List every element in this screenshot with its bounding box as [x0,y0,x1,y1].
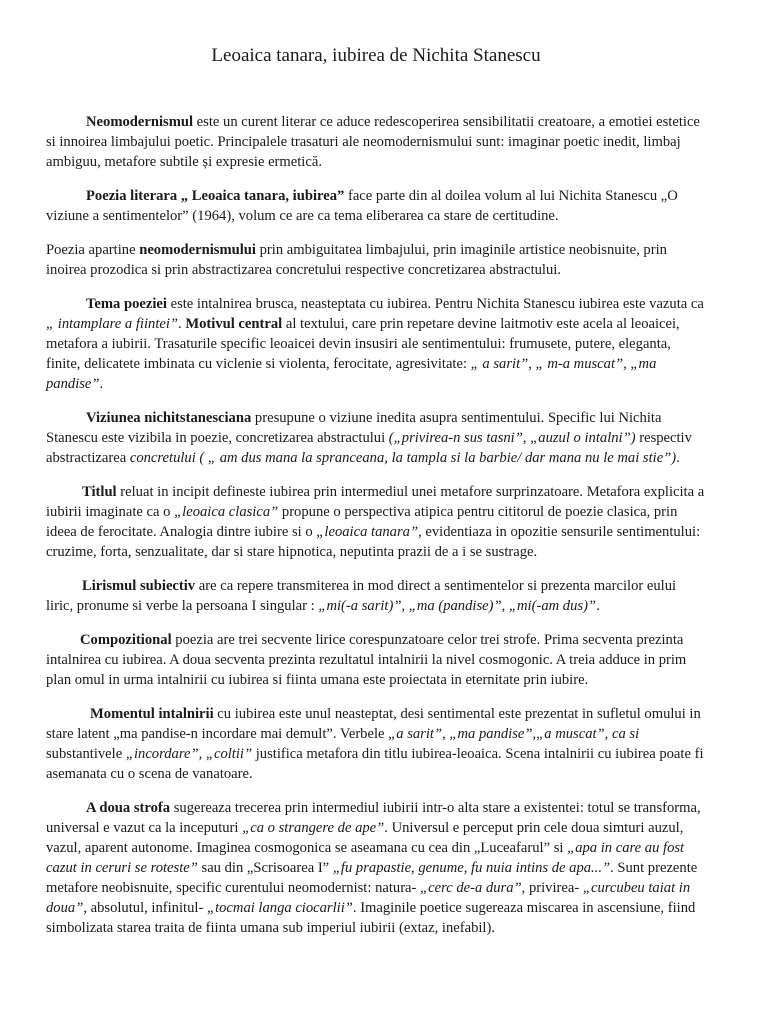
paragraph-theme: Tema poeziei este intalnirea brusca, neasteptata cu iubirea. Pentru Nichita Stanescu iubirea este vazuta ca „ intamplare a fiintei”. Motivul central al textului, care prin repetare devine laitmotiv este acela al leoaicei, metafora a iubirii. Trasaturile specific leoaicei devin insusiri ale sentimentului: frumusete, putere, eleganta, finite, delicatete imbinata cu viclenie si violenta, ferocitate, agresivitate: „ a sarit”, „ m-a muscat”, „ma pandise”. [46,296,704,392]
bold-term: Lirismul subiectiv [82,578,196,594]
italic-quote: „cerc de-a dura” [420,880,522,896]
bold-term: Momentul intalnirii [90,706,214,722]
bold-term: Motivul central [185,316,283,332]
italic-quote: „a sarit”, „ma pandise”,„a muscat”, ca si [388,726,640,742]
italic-quote: „ca o strangere de ape” [242,820,385,836]
paragraph-poem-belongs: Poezia apartine neomodernismului prin ambiguitatea limbajului, prin imaginile artistice neobisnuite, prin inoirea prozodica si prin abstractizarea concretului respective concretizarea abstractului. [46,242,667,278]
italic-quote: „incordare”, „coltii” [125,746,253,762]
italic-quote: „fu prapastie, genume, fu nuia intins de apa...” [332,860,611,876]
paragraph-poem-volume: Poezia literara „ Leoaica tanara, iubirea” face parte din al doilea volum al lui Nichita Stanescu „O viziune a sentimentelor” (1964), volum ce are ca tema eliberarea ca stare de certitudine. [46,188,678,224]
paragraph-second-stanza: A doua strofa sugereaza trecerea prin intermediul iubirii intr-o alta stare a existentei: totul se transforma, universal e vazut ca la inceputuri „ca o strangere de ape”. Universul e perceput prin cele doua simturi auzul, vazul, aparent autonome. Imaginea cosmogonica se aseamana cu cea din „Luceafarul” si „apa in care au fost cazut in ceruri se roteste” sau din „Scrisoarea I” „fu prapastie, genume, fu nuia intins de apa...”. Sunt prezente metafore neobisnuite, specific curentului neomodernist: natura- „cerc de-a dura”, privirea- „curcubeu taiat in doua”, absolutul, infinitul- „tocmai langa ciocarlii”. Imaginile poetice sugereaza miscarea in ascensiune, fiind simbolizata starea traita de fiinta umana sub imperiul iubirii (extaz, inefabil). [46,800,701,936]
paragraph-composition: Compozitional poezia are trei secvente lirice corespunzatoare celor trei strofe. Prima secventa prezinta intalnirea cu iubirea. A doua secventa prezinta rezultatul intalnirii la nivel cosmogonic. A treia adduce in prim plan omul in urma intalnirii cu iubirea si fiinta umana este proiectata in eternitate prin iubire. [46,632,687,688]
italic-quote: „curcubeu taiat in doua” [46,880,691,916]
paragraph-lyricism: Lirismul subiectiv are ca repere transmiterea in mod direct a sentimentelor si prezenta marcilor eului liric, pronume si verbe la persoana I singular : „mi(-a sarit)”, „ma (pandise)”, „mi(-am dus)”. [46,578,677,614]
bold-term: Poezia literara „ Leoaica tanara, iubirea” [86,188,345,204]
italic-quote: „apa in care au fost cazut in ceruri se roteste” [46,840,685,876]
bold-term: neomodernismului [139,242,256,258]
paragraph-title: Titlul reluat in incipit defineste iubirea prin intermediul unei metafore surprinzatoare. Metafora explicita a iubirii imaginate ca o „leoaica clasica” propune o perspectiva atipica pentru cititorul de poezie clasica, prin ideea de ferocitate. Analogia dintre iubire si o „leoaica tanara”, evidentiaza in opozitie sensurile sentimentului: cruzime, forta, senzualitate, dar si stare hipnotica, neputinta prazii de a i se sustrage. [46,484,705,560]
bold-term: Titlul [82,484,117,500]
bold-term: A doua strofa [86,800,171,816]
italic-quote: „tocmai langa ciocarlii” [206,900,353,916]
italic-quote: „ intamplare a fiintei” [46,316,179,332]
document-title: Leoaica tanara, iubirea de Nichita Stanescu [211,45,541,66]
paragraph-vision: Viziunea nichitstanesciana presupune o viziune inedita asupra sentimentului. Specific lui Nichita Stanescu este vizibila in poezie, concretizarea abstractului („privirea-n sus tasni”, „auzul o intalni”) respectiv abstractizarea concretului ( „ am dus mana la spranceana, la tampla si la barbie/ dar mana nu le mai stie”). [46,410,692,466]
italic-quote: („privirea-n sus tasni”, „auzul o intalni”) [388,430,636,446]
italic-quote: concretului ( „ am dus mana la spranceana, la tampla si la barbie/ dar mana nu le mai stie”) [129,450,677,466]
italic-quote: „leoaica clasica” [174,504,279,520]
italic-quote: „ a sarit”, „ m-a muscat”, „ma pandise” [46,356,657,392]
bold-term: Compozitional [80,632,172,648]
paragraph-encounter: Momentul intalnirii cu iubirea este unul neasteptat, desi sentimental este prezentat in sufletul omului in stare latent „ma pandise-n incordare mai demult”. Verbele „a sarit”, „ma pandise”,„a muscat”, ca si substantivele „incordare”, „coltii” justifica metafora din titlu iubirea-leoaica. Scena intalnirii cu iubirea poate fi asemanata cu o scena de vanatoare. [46,706,704,782]
italic-quote: „mi(-a sarit)”, „ma (pandise)”, „mi(-am dus)” [318,598,597,614]
italic-quote: „leoaica tanara” [316,524,419,540]
bold-term: Tema poeziei [86,296,167,312]
paragraph-neomodernism: Neomodernismul este un curent literar ce aduce redescoperirea sensibilitatii creatoare, a emotiei estetice si innoirea limbajului poetic. Principalele trasaturi ale neomodernismului sunt: imaginar poetic inedit, limbaj ambiguu, metafore subtile și expresie ermetică. [46,114,700,170]
bold-term: Viziunea nichitstanesciana [86,410,252,426]
bold-term: Neomodernismul [86,114,194,130]
